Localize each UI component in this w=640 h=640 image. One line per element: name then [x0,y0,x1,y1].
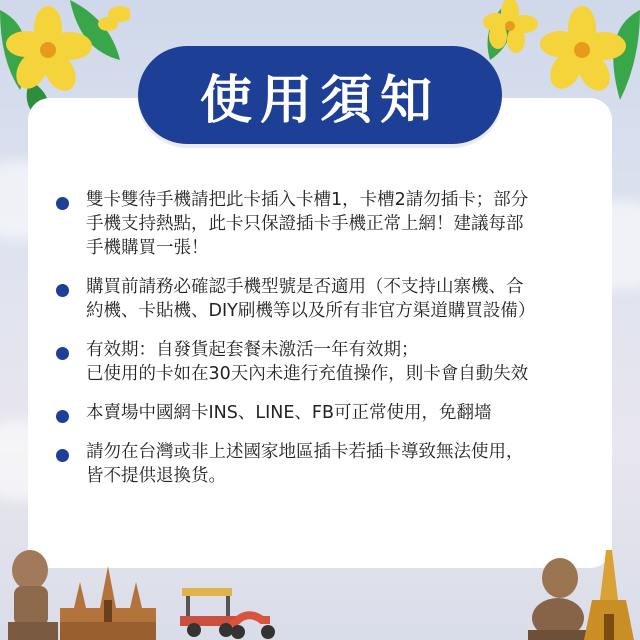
monkey-statue-icon [528,558,588,640]
scooter-icon [231,615,275,639]
statue-icon [8,550,58,640]
list-item [52,401,592,425]
note-text: 有效期：自發貨起套餐未激活一年有效期； 已使用的卡如在30天內未進行充值操作，則卡會自動失效 [86,340,529,384]
bullet-icon [56,197,69,210]
note-text: 本賣場中國網卡INS、LINE、FB可正常使用，免翻墻 [86,403,492,423]
tuktuk-icon [180,588,236,637]
pagoda-icon [584,550,634,640]
note-text: 購買前請務必確認手機型號是否適用（不支持山寨機、合 約機、卡貼機、DIY刷機等以及所有非官方渠道購買設備） [86,277,536,321]
note-text: 請勿在台灣或非上述國家地區插卡若插卡導致無法使用， 皆不提供退換货。 [86,442,524,486]
bullet-icon [56,449,69,462]
bullet-icon [56,284,69,297]
scenery-illustration [0,530,640,640]
page-title: 使用須知 [199,70,440,131]
list-item [52,188,592,260]
list-item [52,338,592,386]
list-item [52,275,592,323]
title-banner [138,46,502,144]
notice-list [52,188,592,503]
bullet-icon [56,410,69,423]
list-item [52,440,592,488]
temple-icon [60,566,156,640]
note-text: 雙卡雙待手機請把此卡插入卡槽1，卡槽2請勿插卡；部分 手機支持熱點，此卡只保證插卡手機正常上網！建議每部 手機購買一張！ [86,190,529,258]
bullet-icon [56,347,69,360]
